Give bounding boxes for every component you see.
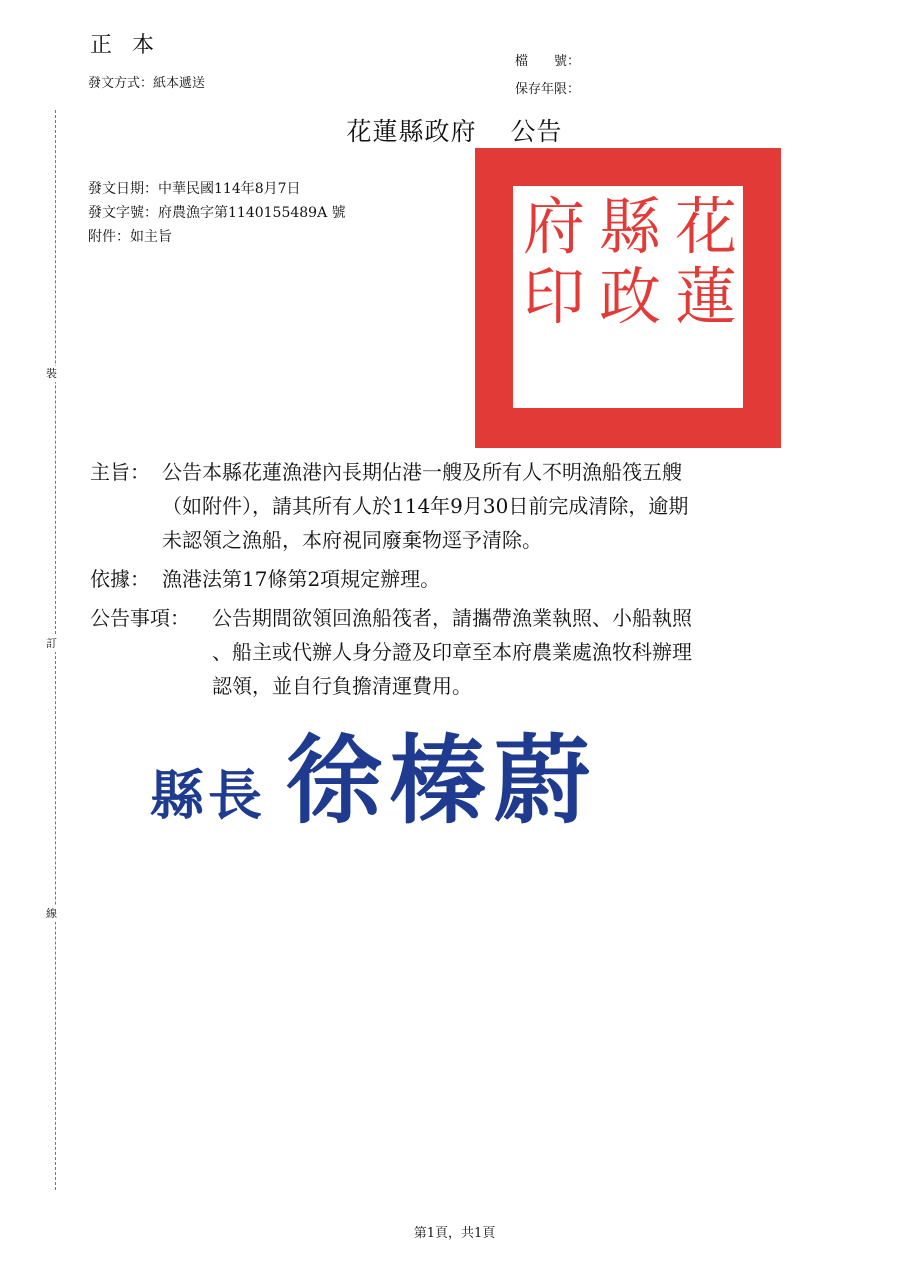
mayor-title: 縣長 <box>150 763 266 827</box>
seal-column-middle <box>597 192 663 332</box>
official-seal <box>475 148 781 448</box>
agency-name: 花蓮縣政府 <box>346 117 477 146</box>
seal-char: 印 <box>522 260 585 333</box>
seal-char: 政 <box>598 260 661 333</box>
copy-type: 正本 <box>90 33 175 58</box>
subject-line: 未認領之漁船，本府視同廢棄物逕予清除。 <box>162 528 542 552</box>
page-number: 第1頁，共1頁 <box>413 1226 496 1241</box>
basis-text: 漁港法第17條第2項規定辦理。 <box>162 567 441 591</box>
attachment-note: 附件：如主旨 <box>88 229 172 245</box>
mayor-name: 徐榛蔚 <box>286 724 598 837</box>
binding-mark-line: 線 <box>46 907 57 920</box>
document-title <box>0 112 909 148</box>
seal-char: 花 <box>674 190 737 263</box>
document-number: 發文字號：府農漁字第1140155489A 號 <box>88 205 346 221</box>
subject-line: 公告本縣花蓮漁港內長期佔港一艘及所有人不明漁船筏五艘 <box>162 460 682 484</box>
issue-date: 發文日期：中華民國114年8月7日 <box>88 181 301 197</box>
subject-line: （如附件），請其所有人於114年9月30日前完成清除，逾期 <box>162 494 689 518</box>
basis-label: 依據： <box>90 567 150 591</box>
document-type: 公告 <box>510 117 563 146</box>
retention-period-label: 保存年限： <box>515 82 581 97</box>
subject-label: 主旨： <box>90 460 150 484</box>
seal-column-right <box>673 192 739 332</box>
seal-inner-field <box>513 186 743 408</box>
seal-char: 蓮 <box>674 260 737 333</box>
seal-char: 府 <box>522 190 585 263</box>
notice-line: 認領，並自行負擔清運費用。 <box>212 674 472 698</box>
binding-mark-staple: 訂 <box>46 637 57 650</box>
notice-line: 公告期間欲領回漁船筏者，請攜帶漁業執照、小船執照 <box>212 606 692 630</box>
file-number-label: 檔 號： <box>515 54 581 69</box>
seal-char: 縣 <box>598 190 661 263</box>
send-method: 發文方式：紙本遞送 <box>88 76 206 91</box>
binding-mark-bind: 裝 <box>46 367 57 380</box>
mayor-signature <box>150 705 598 842</box>
notice-line: 、船主或代辦人身分證及印章至本府農業處漁牧科辦理 <box>212 640 692 664</box>
notice-label: 公告事項： <box>90 606 190 630</box>
seal-column-left <box>521 192 587 332</box>
